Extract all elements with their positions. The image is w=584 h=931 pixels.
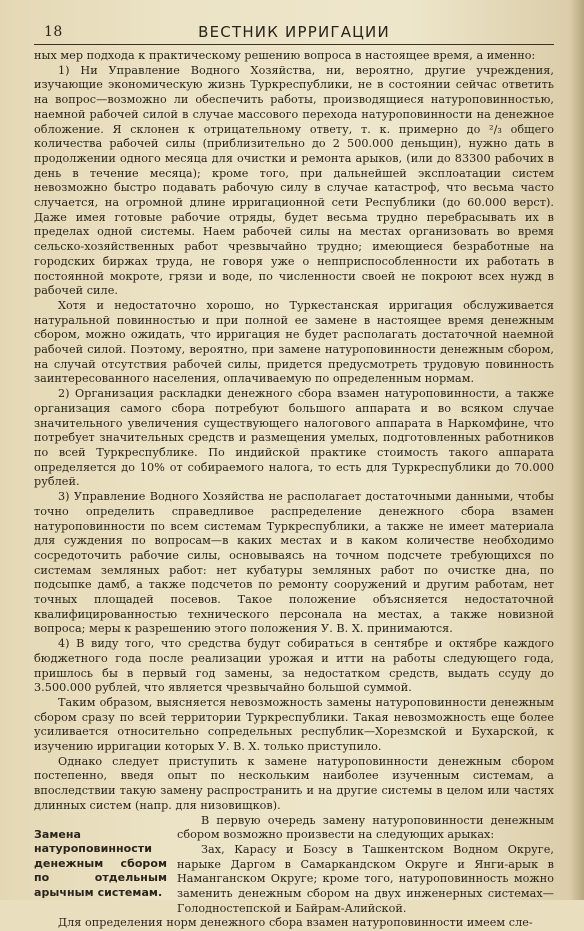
- page-header: [34, 22, 554, 45]
- paragraph: 1) Ни Управление Водного Хозяйства, ни, вероятно, другие учреждения, изучающие экономическую жизнь Туркреспублики, не в состоянии сейчас ответить на вопрос—возможно ли обеспечить работы, производящиеся натуроповинностью, наемной рабочей силой в случае массового перехода натуроповинности на денежное обложение. Я склонен к отрицательному ответу, т. к. примерно до ²/₃ общего количества рабочей силы (приблизительно до 2 500.000 деньщин), нужно дать в продолжении одного месяца для очистки и ремонта арыков, (или до 83300 рабочих в день в течение месяца); кроме того, при дальнейшей эксплоатации систем невозможно быстро подавать рабочую силу в случае катастроф, что весьма часто случается, на огромной длине ирригационной сети Республики (до 60.000 верст). Даже имея готовые рабочие отряды, будет весьма трудно перебрасывать их в пределах одной системы. Наем рабочей силы на местах организовать во время сельско-хозяйственных работ чрезвычайно трудно; имеющиеся безработные на городских биржах труда, не говоря уже о непприспособленности их работать в постоянной мокроте, грязи и воде, по численности своей не покроют всех нужд в рабочей силе.: [34, 63, 554, 298]
- sidebar-heading: Замена натуроповинности денежным сбором по отдельным арычным системам.: [34, 827, 167, 899]
- page-edge-shadow: [570, 0, 584, 900]
- page-number: 18: [44, 24, 63, 40]
- paragraph: 3) Управление Водного Хозяйства не располагает достаточными данными, чтобы точно определить справедливое распределение денежного сбора взамен натуроповинности по всем системам Туркреспублики, а также не имеет материала для суждения по вопросам—в каких местах и в каком количестве необходимо сосредоточить рабочие силы, основываясь на точном подсчете требующихся по системам земляных работ: нет кубатуры земляных работ по очистке дна, по подсыпке дамб, а также подсчетов по ремонту сооружений и другим работам, нет точных площадей посевов. Такое положение объясняется недостаточной квалифицированностью технического персонала на местах, а также новизной вопроса; меры к разрешению этого положения У. В. Х. принимаются.: [34, 490, 554, 636]
- paragraph: Для определения норм денежного сбора взамен натуроповинности имеем сле-: [58, 916, 533, 930]
- paragraph: 4) В виду того, что средства будут собираться в сентябре и октябре каждого бюджетного года после реализации урожая и итти на работы следующего года, пришлось бы в первый год замены, за недостатком средств, выдать ссуду до 3.500.000 рублей, что является чрезвычайно большой суммой.: [34, 637, 554, 695]
- paragraph: Однако следует приступить к замене натуроповинности денежным сбором постепенно, введя опыт по нескольким наиболее изученным системам, а впоследствии такую замену распространить и на другие системы в целом или частях длинных систем (напр. для низовищков).: [34, 754, 554, 812]
- paragraph: Таким образом, выясняется невозможность замены натуроповинности денежным сбором сразу по всей территории Туркреспублики. Такая невозможность еще более усиливается относительно сопредельных республик—Хорезмской и Бухарской, к изучению ирригации которых У. В. Х. только приступило.: [34, 695, 554, 754]
- paragraph: Зах, Карасу и Бозсу в Ташкентском Водном Округе, нарыке Даргом в Самаркандском Округе и Янги-арык в Наманганском Округе; кроме того, натуроповинность можно заменить денежным сбором на двух инженерных системах—Голодностепской и Байрам-Алийской.: [177, 842, 554, 915]
- journal-title: ВЕСТНИК ИРРИГАЦИИ: [198, 23, 390, 41]
- paragraph: ных мер подхода к практическому решению вопроса в настоящее время, а именно:: [34, 49, 536, 62]
- paragraph: 2) Организация раскладки денежного сбора взамен натуроповинности, а также организация самого сбора потребуют большого аппарата и во всяком случае значительного увеличения существующего налогового аппарата в Наркомфине, что потребует значительных средств и размещения умелых, подготовленных работников по всей Туркреспублике. По индийской практике стоимость такого аппарата определяется до 10% от собираемого налога, то есть для Туркреспублики до 70.000 рублей.: [34, 387, 554, 489]
- article-body: [34, 49, 554, 931]
- paragraph: В первую очередь замену натуроповинности денежным сбором возможно произвести на следующих арыках:: [177, 813, 554, 842]
- paragraph: Хотя и недостаточно хорошо, но Туркестанская ирригация обслуживается натуральной повинностью и при полной ее замене в настоящее время денежным сбором, можно ожидать, что ирригация не будет располагать достаточной наемной рабочей силой. Поэтому, вероятно, при замене натуроповинности денежным сбором, на случай отсутствия рабочей силы, придется предусмотреть трудовую повинность заинтересованного населения, оплачиваемую по определенным нормам.: [34, 298, 554, 386]
- section-with-sidehead: [34, 814, 554, 931]
